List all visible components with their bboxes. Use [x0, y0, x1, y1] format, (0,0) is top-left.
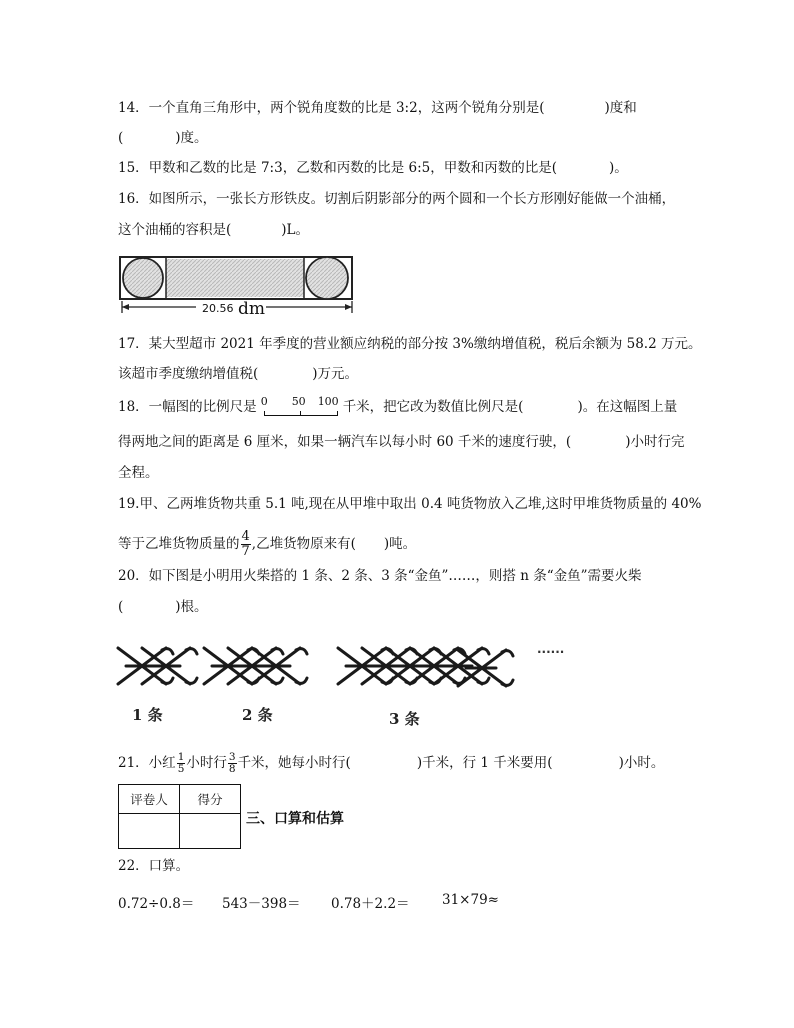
shaded-circle-left: [123, 258, 163, 298]
q20-line2: ( )根。: [118, 599, 208, 615]
q18-line1: 18．一幅图的比例尺是 0 50 100 千米，把它改为数值比例尺是( )。在这幅图上量: [118, 394, 678, 415]
q22-item-3: 0.78＋2.2＝: [331, 896, 410, 912]
q18-line3: 全程。: [118, 465, 159, 481]
score-cell[interactable]: [180, 814, 241, 849]
q22-title: 22．口算。: [118, 858, 190, 874]
label-2: 2 条: [242, 706, 273, 724]
q14-line1: 14．一个直角三角形中，两个锐角度数的比是 3:2，这两个锐角分别是( )度和: [118, 100, 637, 116]
q19-line2: 等于乙堆货物质量的 $\frac{4}{7}$ ,乙堆货物原来有( )吨。: [118, 529, 417, 559]
grading-table: [118, 784, 241, 849]
fraction-3-8: $\frac{3}{8}$: [228, 751, 236, 775]
fish-1: [118, 648, 197, 684]
q17-line2: 该超市季度缴纳增值税( )万元。: [118, 366, 359, 382]
label-3: 3 条: [389, 710, 420, 728]
section-title: 三、口算和估算: [246, 811, 344, 827]
line-scale-bar: 0 50 100: [260, 399, 340, 417]
fish-2: [204, 648, 307, 684]
grader-cell[interactable]: [119, 814, 180, 849]
q16-line2: 这个油桶的容积是( )L。: [118, 222, 310, 238]
fraction-1-5: $\frac{1}{5}$: [177, 751, 185, 775]
q22-item-4: 31×79≈: [442, 892, 499, 908]
q17-line1: 17．某大型超市 2021 年季度的营业额应纳税的部分按 3%缴纳增值税，税后余额为 58.2 万元。: [118, 336, 702, 352]
q15-line: 15．甲数和乙数的比是 7:3，乙数和丙数的比是 6:5，甲数和丙数的比是( )。: [118, 160, 628, 176]
q16-line1: 16．如图所示，一张长方形铁皮。切割后阴影部分的两个圆和一个长方形刚好能做一个油桶，: [118, 191, 676, 207]
dimension-value: 20.56: [202, 302, 234, 315]
tin-sheet-figure: [116, 252, 362, 320]
shaded-rectangle: [166, 259, 304, 297]
ellipsis-dots: ······: [537, 645, 565, 659]
matchstick-fish-figure: [112, 628, 582, 732]
q22-item-1: 0.72÷0.8＝: [118, 896, 195, 912]
q20-line1: 20．如下图是小明用火柴搭的 1 条、2 条、3 条“金鱼”……，则搭 n 条“金鱼”需要火柴: [118, 568, 642, 584]
dimension-unit: dm: [238, 299, 266, 319]
score-header: 得分: [180, 785, 241, 814]
q18-line2: 得两地之间的距离是 6 厘米，如果一辆汽车以每小时 60 千米的速度行驶，( )小时行完: [118, 434, 685, 450]
q21-line: 21．小红 $\frac{1}{5}$ 小时行 $\frac{3}{8}$ 千米，她每小时行( )千米，行 1 千米要用( )小时。: [118, 751, 665, 775]
q14-line2: ( )度。: [118, 130, 208, 146]
shaded-circle-right: [306, 257, 348, 299]
grader-header: 评卷人: [119, 785, 180, 814]
fraction-4-7: $\frac{4}{7}$: [241, 529, 250, 559]
q22-item-2: 543－398＝: [222, 896, 301, 912]
fish-3: [338, 648, 513, 686]
q19-line1: 19.甲、乙两堆货物共重 5.1 吨,现在从甲堆中取出 0.4 吨货物放入乙堆,这时甲堆货物质量的 40%: [118, 496, 702, 512]
label-1: 1 条: [132, 706, 163, 724]
